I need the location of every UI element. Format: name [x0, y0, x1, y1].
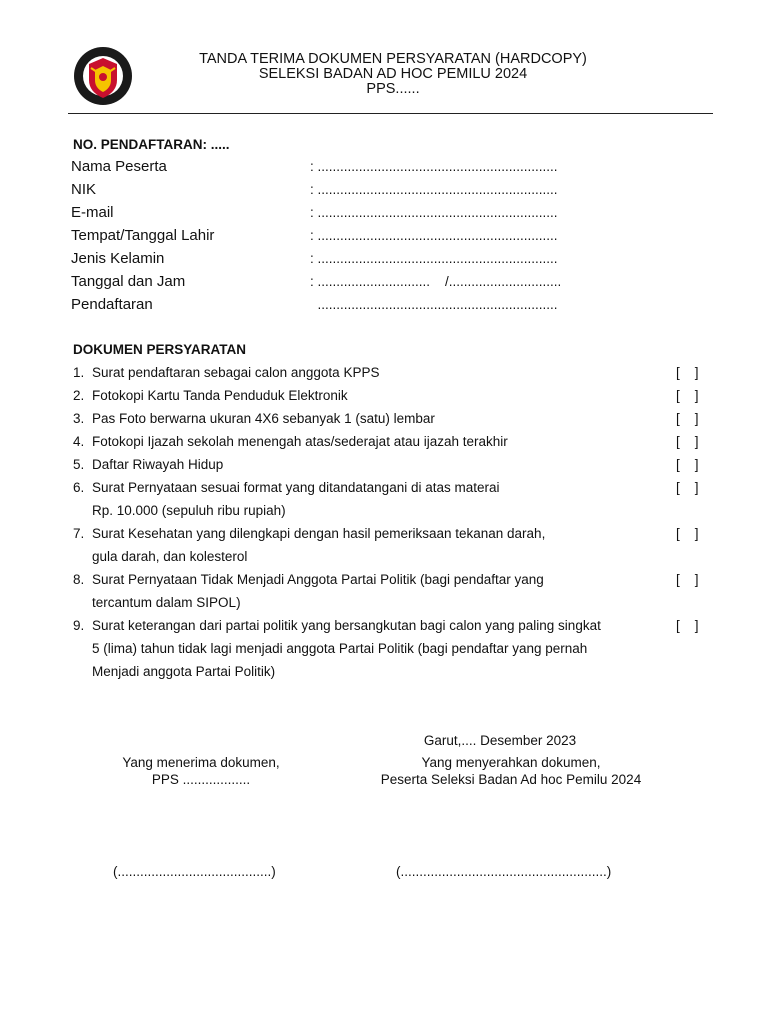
doc-item-text: Pas Foto berwarna ukuran 4X6 sebanyak 1 (satu) lembar: [92, 411, 435, 426]
doc-item-number: 7.: [73, 526, 85, 541]
registration-number: NO. PENDAFTARAN: .....: [73, 137, 230, 152]
doc-item-number: 6.: [73, 480, 85, 495]
doc-item-number: 3.: [73, 411, 85, 426]
doc-checkbox[interactable]: [ ]: [676, 618, 699, 633]
doc-item-text: Rp. 10.000 (sepuluh ribu rupiah): [92, 503, 286, 518]
doc-checkbox[interactable]: [ ]: [676, 411, 699, 426]
place-date: Garut,.... Desember 2023: [423, 733, 577, 748]
doc-checkbox[interactable]: [ ]: [676, 434, 699, 449]
field-value-datetime: : .............................. /..............................: [310, 274, 562, 289]
title-line-2: SELEKSI BADAN AD HOC PEMILU 2024: [258, 66, 528, 82]
receiver-label: Yang menerima dokumen,: [122, 755, 280, 770]
doc-item-number: 2.: [73, 388, 85, 403]
doc-item-number: 8.: [73, 572, 85, 587]
field-label-datetime: Tanggal dan Jam: [71, 273, 186, 290]
field-label-nama: Nama Peserta: [71, 158, 167, 175]
doc-item-number: 4.: [73, 434, 85, 449]
doc-checkbox[interactable]: [ ]: [676, 365, 699, 380]
giver-role: Peserta Seleksi Badan Ad hoc Pemilu 2024: [380, 772, 642, 787]
doc-item-text: Menjadi anggota Partai Politik): [92, 664, 276, 679]
doc-item-text: Daftar Riwayah Hidup: [92, 457, 224, 472]
header-divider: [68, 113, 713, 114]
doc-item-text: Surat Pernyataan sesuai format yang ditandatangani di atas materai: [92, 480, 500, 495]
doc-item-text: Surat keterangan dari partai politik yang bersangkutan bagi calon yang paling singkat: [92, 618, 601, 633]
field-value-nik: : ................................................................: [310, 182, 558, 197]
doc-item-text: Fotokopi Ijazah sekolah menengah atas/sederajat atau ijazah terakhir: [92, 434, 508, 449]
field-value-gender: : ................................................................: [310, 251, 558, 266]
doc-checkbox[interactable]: [ ]: [676, 480, 699, 495]
doc-item-text: tercantum dalam SIPOL): [92, 595, 241, 610]
receiver-signature-line: (.........................................): [113, 864, 276, 879]
doc-item-text: gula darah, dan kolesterol: [92, 549, 248, 564]
documents-heading: DOKUMEN PERSYARATAN: [73, 342, 247, 357]
doc-item-number: 1.: [73, 365, 85, 380]
giver-label: Yang menyerahkan dokumen,: [421, 755, 601, 770]
doc-checkbox[interactable]: [ ]: [676, 526, 699, 541]
doc-item-text: Surat pendaftaran sebagai calon anggota KPPS: [92, 365, 380, 380]
field-label-pendaftaran: Pendaftaran: [71, 296, 153, 313]
field-label-gender: Jenis Kelamin: [71, 250, 165, 267]
receiver-pps: PPS ..................: [151, 772, 251, 787]
title-line-3: PPS......: [366, 81, 420, 97]
doc-item-number: 5.: [73, 457, 85, 472]
field-value-ttl: : ................................................................: [310, 228, 558, 243]
doc-checkbox[interactable]: [ ]: [676, 572, 699, 587]
kpps-logo: [73, 44, 133, 108]
doc-checkbox[interactable]: [ ]: [676, 457, 699, 472]
field-label-ttl: Tempat/Tanggal Lahir: [71, 227, 215, 244]
title-line-1: TANDA TERIMA DOKUMEN PERSYARATAN (HARDCOPY): [199, 51, 587, 67]
field-value-email: : ................................................................: [310, 205, 558, 220]
field-label-email: E-mail: [71, 204, 114, 221]
field-value-nama: : ................................................................: [310, 159, 558, 174]
doc-item-text: 5 (lima) tahun tidak lagi menjadi anggota Partai Politik (bagi pendaftar yang pernah: [92, 641, 588, 656]
giver-signature-line: (.......................................................): [396, 864, 612, 879]
doc-checkbox[interactable]: [ ]: [676, 388, 699, 403]
field-label-nik: NIK: [71, 181, 97, 198]
doc-item-text: Surat Kesehatan yang dilengkapi dengan hasil pemeriksaan tekanan darah,: [92, 526, 546, 541]
doc-item-text: Fotokopi Kartu Tanda Penduduk Elektronik: [92, 388, 348, 403]
doc-item-number: 9.: [73, 618, 85, 633]
field-value-pendaftaran: ................................................................: [310, 297, 558, 312]
doc-item-text: Surat Pernyataan Tidak Menjadi Anggota Partai Politik (bagi pendaftar yang: [92, 572, 544, 587]
